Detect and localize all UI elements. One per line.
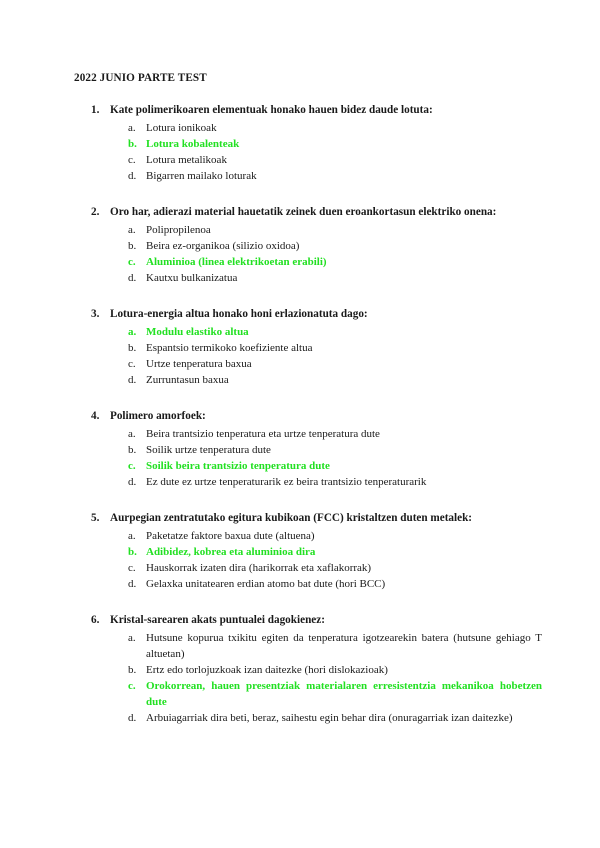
question-label: Aurpegian zentratutako egitura kubikoan (FCC) kristaltzen duten metalek: (110, 512, 473, 524)
answer-options (0, 324, 600, 388)
question-label: Oro har, adierazi material hauetatik zeinek duen eroankortasun elektriko onena: (110, 206, 497, 218)
question-text (0, 204, 600, 220)
question-text (0, 612, 600, 628)
answer-option (0, 560, 600, 576)
answer-option (0, 120, 600, 136)
option-text: Lotura ionikoak (146, 122, 217, 134)
option-text: Arbuiagarriak dira beti, beraz, saihestu egin behar dira (onuragarriak izan daitezke) (146, 712, 513, 724)
option-letter: b. (128, 342, 137, 354)
answer-option (0, 710, 600, 726)
answer-option (0, 630, 600, 662)
answer-option-correct (0, 678, 600, 710)
question-4 (0, 408, 600, 490)
option-text: Bigarren mailako loturak (146, 170, 257, 182)
document-title: 2022 JUNIO PARTE TEST (74, 72, 207, 84)
option-text: Paketatze faktore baxua dute (altuena) (146, 530, 315, 542)
option-letter: d. (128, 476, 137, 488)
question-label: Kate polimerikoaren elementuak honako hauen bidez daude lotuta: (110, 104, 433, 116)
option-text: Orokorrean, hauen presentziak materialaren erresistentzia mekanikoa hobetzen dute (146, 680, 542, 708)
option-text: Gelaxka unitatearen erdian atomo bat dute (hori BCC) (146, 578, 386, 590)
question-number: 1. (91, 104, 100, 116)
answer-option-correct (0, 324, 600, 340)
option-letter: d. (128, 170, 137, 182)
answer-options (0, 528, 600, 592)
question-6 (0, 612, 600, 726)
option-letter: a. (128, 224, 136, 236)
answer-option (0, 662, 600, 678)
question-text (0, 408, 600, 424)
answer-option (0, 222, 600, 238)
question-label: Polimero amorfoek: (110, 410, 206, 422)
option-text: Hutsune kopurua txikitu egiten da tenperatura igotzearekin batera (hutsune gehiago T altuetan) (146, 632, 542, 660)
option-letter: b. (128, 664, 137, 676)
answer-option (0, 340, 600, 356)
answer-option (0, 474, 600, 490)
answer-option (0, 270, 600, 286)
option-letter: b. (128, 444, 137, 456)
answer-option (0, 152, 600, 168)
option-letter: c. (128, 358, 136, 370)
option-text: Polipropilenoa (146, 224, 211, 236)
answer-option-correct (0, 136, 600, 152)
option-letter: a. (128, 428, 136, 440)
answer-options (0, 630, 600, 726)
option-letter: b. (128, 138, 137, 150)
option-letter: d. (128, 578, 137, 590)
option-text: Zurruntasun baxua (146, 374, 229, 386)
question-number: 3. (91, 308, 100, 320)
answer-option (0, 442, 600, 458)
option-text: Ez dute ez urtze tenperaturarik ez beira trantsizio tenperaturarik (146, 476, 427, 488)
option-letter: c. (128, 562, 136, 574)
answer-option (0, 528, 600, 544)
question-number: 6. (91, 614, 100, 626)
answer-option (0, 238, 600, 254)
answer-option (0, 356, 600, 372)
question-number: 4. (91, 410, 100, 422)
option-letter: d. (128, 374, 137, 386)
option-text: Espantsio termikoko koefiziente altua (146, 342, 313, 354)
answer-options (0, 426, 600, 490)
option-letter: a. (128, 530, 136, 542)
option-text: Beira trantsizio tenperatura eta urtze tenperatura dute (146, 428, 380, 440)
option-text: Lotura metalikoak (146, 154, 227, 166)
option-text: Lotura kobalenteak (146, 138, 240, 150)
question-number: 2. (91, 206, 100, 218)
option-letter: d. (128, 712, 137, 724)
question-2 (0, 204, 600, 286)
answer-option-correct (0, 458, 600, 474)
answer-options (0, 120, 600, 184)
answer-option-correct (0, 254, 600, 270)
question-text (0, 306, 600, 322)
option-letter: b. (128, 240, 137, 252)
option-letter: b. (128, 546, 137, 558)
answer-option (0, 576, 600, 592)
answer-options (0, 222, 600, 286)
option-letter: c. (128, 680, 136, 692)
option-letter: a. (128, 122, 136, 134)
option-text: Modulu elastiko altua (146, 326, 249, 338)
question-5 (0, 510, 600, 592)
option-letter: c. (128, 154, 136, 166)
option-text: Soilik urtze tenperatura dute (146, 444, 271, 456)
option-letter: a. (128, 632, 136, 644)
question-text (0, 102, 600, 118)
option-text: Beira ez-organikoa (silizio oxidoa) (146, 240, 300, 252)
question-list (0, 102, 600, 746)
answer-option-correct (0, 544, 600, 560)
option-letter: c. (128, 460, 136, 472)
question-number: 5. (91, 512, 100, 524)
answer-option (0, 426, 600, 442)
option-letter: d. (128, 272, 137, 284)
question-label: Lotura-energia altua honako honi erlazionatuta dago: (110, 308, 368, 320)
question-1 (0, 102, 600, 184)
option-text: Adibidez, kobrea eta aluminioa dira (146, 546, 316, 558)
option-text: Hauskorrak izaten dira (harikorrak eta xaflakorrak) (146, 562, 372, 574)
option-letter: c. (128, 256, 136, 268)
question-text (0, 510, 600, 526)
answer-option (0, 168, 600, 184)
option-text: Aluminioa (linea elektrikoetan erabili) (146, 256, 327, 268)
option-text: Kautxu bulkanizatua (146, 272, 238, 284)
option-text: Ertz edo torlojuzkoak izan daitezke (hori dislokazioak) (146, 664, 388, 676)
option-text: Urtze tenperatura baxua (146, 358, 252, 370)
option-text: Soilik beira trantsizio tenperatura dute (146, 460, 330, 472)
question-label: Kristal-sarearen akats puntualei dagokienez: (110, 614, 325, 626)
answer-option (0, 372, 600, 388)
option-letter: a. (128, 326, 137, 338)
question-3 (0, 306, 600, 388)
